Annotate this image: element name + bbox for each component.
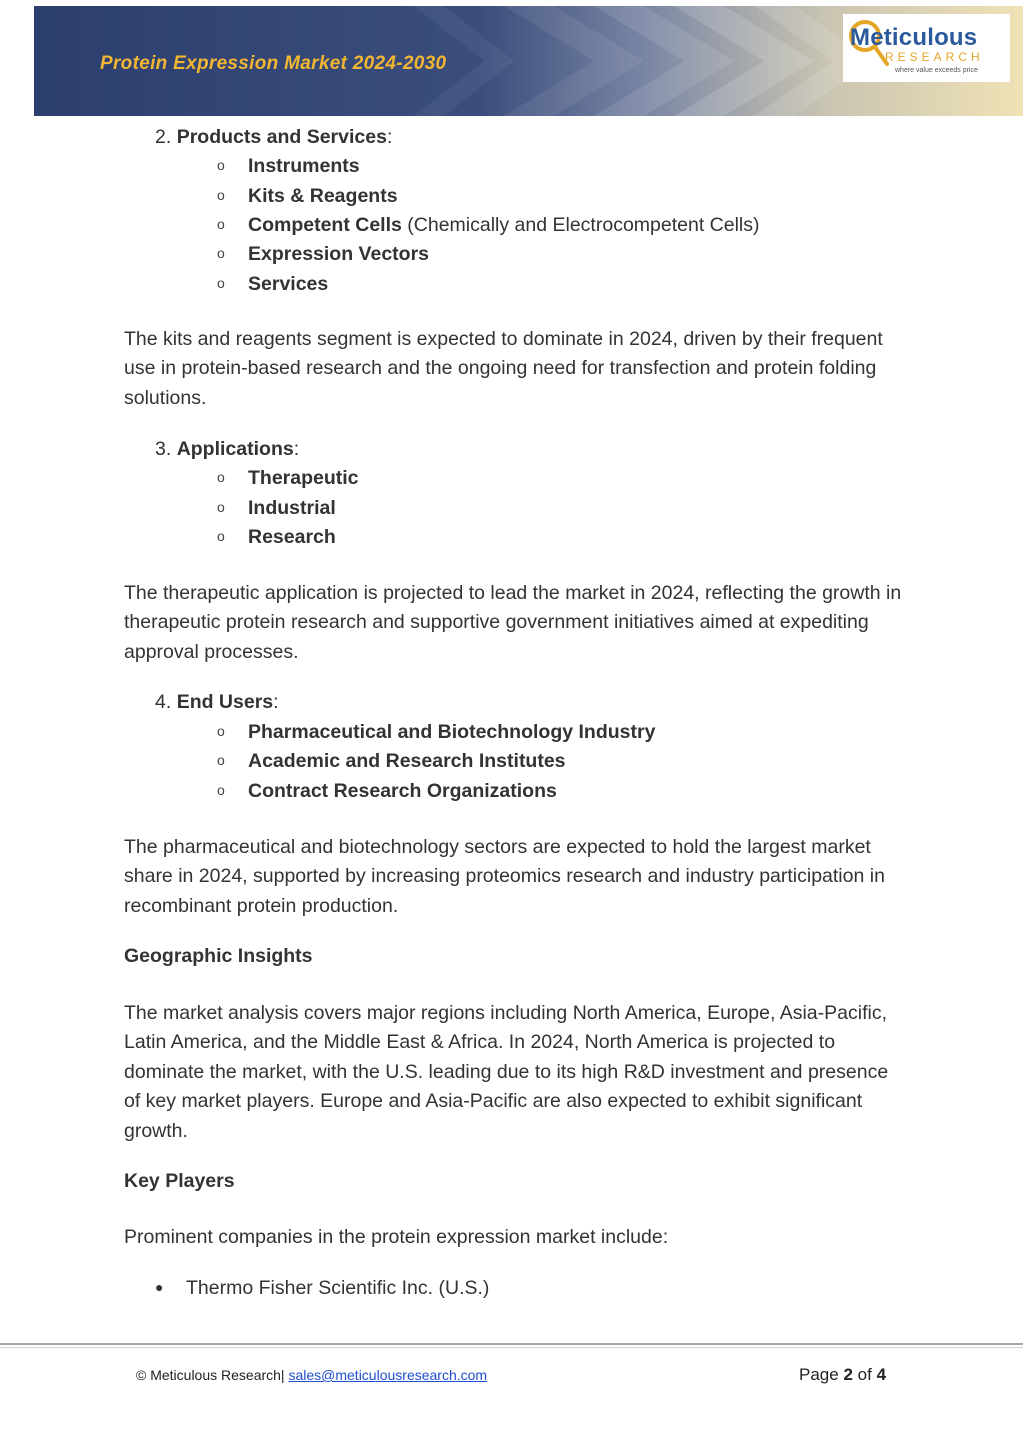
footer-divider (0, 1343, 1023, 1345)
list-item (217, 243, 429, 266)
paragraph-products: The kits and reagents segment is expected to dominate in 2024, driven by their frequent use in protein-based research and the ongoing need for transfection and protein folding solutions. (124, 328, 883, 409)
item-label: Expression Vectors (248, 243, 430, 265)
paragraph-key-players-intro: Prominent companies in the protein expression market include: (124, 1226, 669, 1248)
item-label: Pharmaceutical and Biotechnology Industry (248, 721, 656, 743)
section-colon: : (293, 438, 300, 460)
paragraph-applications: The therapeutic application is projected to lead the market in 2024, reflecting the growth in therapeutic protein research and supportive government initiatives aimed at expediting approval processes. (124, 582, 902, 663)
circle-bullet-icon: o (217, 782, 225, 798)
page-current: 2 (843, 1365, 853, 1384)
footer-divider-secondary (0, 1347, 1023, 1348)
item-label: Contract Research Organizations (248, 780, 557, 802)
item-label: Competent Cells (248, 214, 402, 236)
page-total: 4 (876, 1365, 887, 1384)
item-label: Instruments (248, 155, 360, 177)
list-item (217, 497, 336, 520)
item-label: Academic and Research Institutes (248, 750, 566, 772)
section-number: 4. (155, 691, 172, 713)
section-label: End Users (176, 691, 274, 713)
list-item (217, 273, 328, 296)
list-item (217, 185, 398, 208)
item-label: Therapeutic (248, 467, 359, 489)
copyright-text: © Meticulous Research| (136, 1367, 285, 1383)
heading-geographic-insights: Geographic Insights (124, 945, 313, 967)
section-colon: : (386, 126, 393, 148)
section-heading-end-users (155, 691, 279, 714)
list-item (217, 467, 359, 490)
section-label: Applications (176, 438, 294, 460)
circle-bullet-icon: o (217, 245, 225, 261)
footer-copyright (136, 1367, 487, 1383)
circle-bullet-icon: o (217, 528, 225, 544)
heading-key-players: Key Players (124, 1170, 235, 1192)
item-label: Services (248, 273, 329, 295)
item-label: Kits & Reagents (248, 185, 398, 207)
item-label: Industrial (248, 497, 336, 519)
list-item (217, 214, 760, 237)
circle-bullet-icon: o (217, 499, 225, 515)
list-item (217, 526, 336, 549)
circle-bullet-icon: o (217, 723, 225, 739)
document-header-title: Protein Expression Market 2024-2030 (100, 53, 447, 74)
item-label: Research (248, 526, 336, 548)
list-item (217, 721, 655, 744)
page-word: Page (799, 1365, 839, 1384)
logo-wordmark: Meticulous (850, 24, 978, 51)
section-number: 2. (155, 126, 172, 148)
company-logo (843, 14, 1010, 82)
section-heading-applications (155, 438, 299, 461)
circle-bullet-icon: o (217, 216, 225, 232)
list-item (217, 155, 360, 178)
circle-bullet-icon: o (217, 187, 225, 203)
list-item (217, 750, 566, 773)
circle-bullet-icon: o (217, 275, 225, 291)
section-heading-products (155, 126, 392, 149)
circle-bullet-icon: o (217, 752, 225, 768)
disc-bullet-icon: ● (155, 1279, 164, 1295)
section-label: Products and Services (176, 126, 387, 148)
logo-tagline: where value exceeds price (895, 67, 978, 74)
paragraph-end-users: The pharmaceutical and biotechnology sectors are expected to hold the largest market share in 2024, supported by increasing proteomics research and industry participation in recombinant protein production. (124, 836, 885, 917)
page-number (799, 1365, 886, 1385)
section-colon: : (273, 691, 279, 713)
section-number: 3. (155, 438, 172, 460)
page-of: of (857, 1365, 872, 1384)
item-detail: (Chemically and Electrocompetent Cells) (401, 214, 760, 236)
logo-subtitle: RESEARCH (885, 50, 984, 64)
circle-bullet-icon: o (217, 157, 225, 173)
circle-bullet-icon: o (217, 469, 225, 485)
email-link[interactable]: sales@meticulousresearch.com (288, 1367, 488, 1383)
company-name: Thermo Fisher Scientific Inc. (U.S.) (186, 1277, 490, 1299)
paragraph-geographic: The market analysis covers major regions including North America, Europe, Asia-Pacific, Latin America, and the Middle East & Africa. In 2024, North America is projected to dominate the market, with the U.S. leading due to its high R&D investment and presence of key market players. Europe and Asia-Pacific are also expected to exhibit significant growth. (124, 1002, 889, 1142)
list-item (155, 1277, 489, 1300)
list-item (217, 780, 557, 803)
